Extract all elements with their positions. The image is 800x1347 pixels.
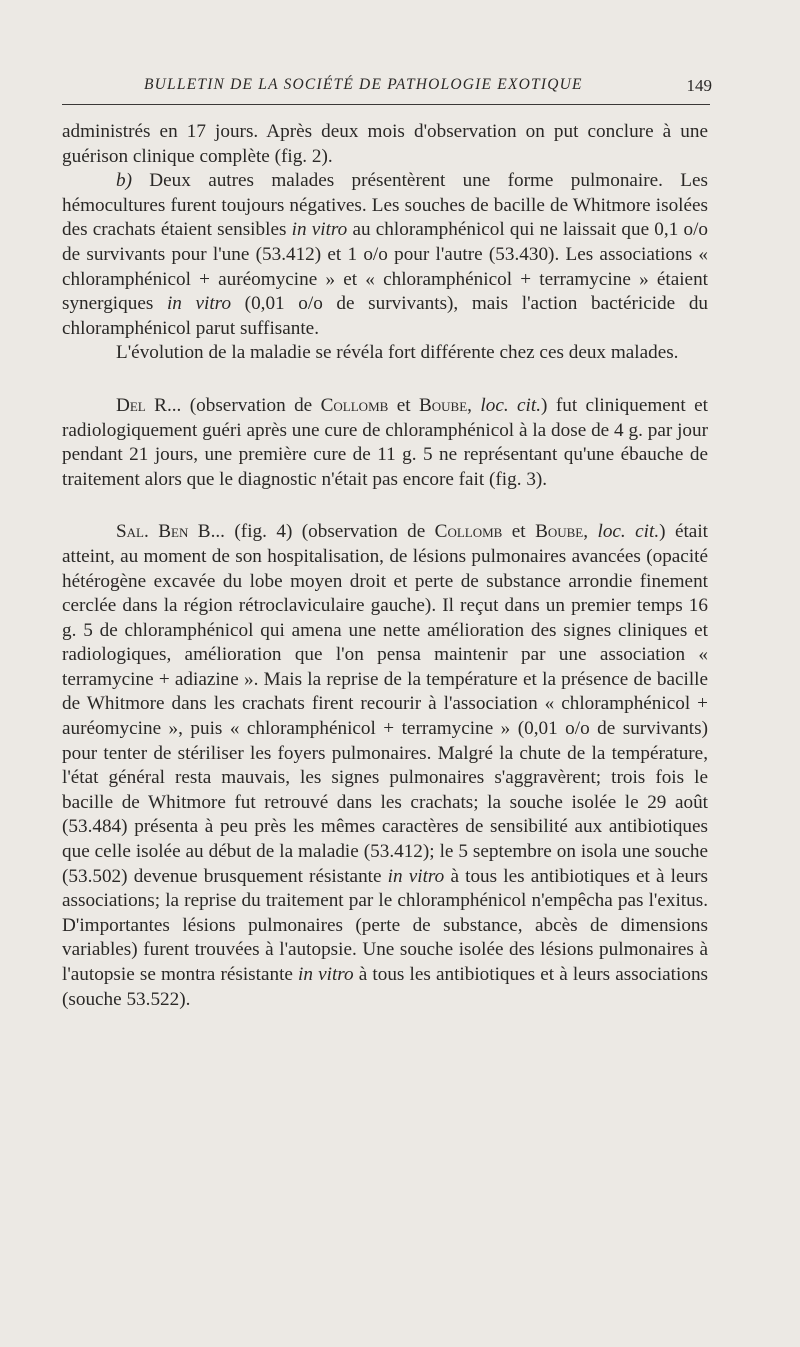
author-name: Collomb [434, 521, 503, 543]
paragraph-evolution [62, 341, 708, 366]
paragraph-continuation: administrés en 17 jours. Après deux mois d'observation on put conclure à une guérison clinique complète (fig. 2). [62, 121, 708, 167]
emphasis-in-vitro: in vitro [291, 219, 348, 241]
page-number: 149 [686, 76, 712, 95]
emphasis-in-vitro: in vitro [298, 964, 354, 985]
text-run: à tous les antibiotiques et à leurs associations (souche 53.522). [62, 964, 709, 1010]
patient-name: Sal. Ben B... [116, 521, 225, 543]
author-name: Boube [535, 521, 584, 543]
citation-loc-cit: loc. cit. [480, 394, 542, 416]
text-run: au chloramphénicol qui ne laissait que 0,1 o/o de survivants pour l'une (53.412) et 1 o/o pour l'autre (53.430). Les associations « chloramphénicol + auréomycine » et « chloramphénicol + terramycine » étaient synergiques [62, 219, 709, 315]
paragraph-pulmonary-form [62, 169, 708, 341]
emphasis-in-vitro: in vitro [387, 865, 445, 887]
running-header [62, 76, 712, 102]
text-run: à tous les antibiotiques et à leurs associations; la reprise du traitement par le chloramphénicol n'empêcha pas l'exitus. D'importantes lésions pulmonaires (perte de substance, abcès de dimensions variables) furent trouvées à l'autopsie. Une souche isolée des lésions pulmonaires à l'autopsie se montra résistante [62, 865, 708, 985]
journal-title: BULLETIN DE LA SOCIÉTÉ DE PATHOLOGIE EXOTIQUE [144, 76, 583, 93]
text-run: (observation de [181, 394, 321, 416]
citation-loc-cit: loc. cit. [597, 521, 660, 543]
text-run: (fig. 4) (observation de [224, 521, 435, 543]
list-marker: b) [116, 170, 132, 192]
text-run: (0,01 o/o de survivants), mais l'action bactéricide du chloramphénicol parut suffisante. [62, 293, 709, 339]
text-run: ) était atteint, au moment de son hospitalisation, de lésions pulmonaires avancées (opacité hétérogène excavée du lobe moyen droit et perte de substance arrondie finement cerclée dans la région rétroclaviculaire gauche). Il reçut dans un premier temps 16 g. 5 de chloramphénicol qui amena une nette amélioration des signes cliniques et radiologiques, amélioration que l'on pensa maintenir par une association « terramycine + adiazine ». Mais la reprise de la température et la présence de bacille de Whitmore dans les crachats firent recourir à l'association « chloramphénicol + auréomycine », puis « chloramphénicol + terramycine » (0,01 o/o de survivants) pour tenter de stériliser les foyers pulmonaires. Malgré la chute de la température, l'état général resta mauvais, les signes pulmonaires s'aggravèrent; trois fois le bacille de Whitmore fut retrouvé dans les crachats; la souche isolée le 29 août (53.484) présenta à peu près les mêmes caractères de sensibilité aux antibiotiques que celle isolée au début de la maladie (53.412); le 5 septembre on isola une souche (53.502) devenue brusquement résistante [62, 521, 708, 887]
text-run: et [388, 394, 419, 416]
author-name: Collomb [320, 394, 389, 416]
text-run: et [502, 521, 536, 543]
text-run: Deux autres malades présentèrent une forme pulmonaire. Les hémocultures furent toujours négatives. Les souches de bacille de Whitmore isolées des crachats étaient sensibles [62, 170, 708, 241]
text-run: , [467, 394, 481, 416]
emphasis-in-vitro: in vitro [166, 293, 232, 315]
body-text [62, 120, 708, 1012]
text-run: L'évolution de la maladie se révéla fort différente chez ces deux malades. [116, 342, 679, 364]
header-rule [62, 104, 710, 105]
paragraph-case-del-r [62, 394, 708, 492]
author-name: Boube [418, 394, 468, 416]
patient-name: Del R... [116, 394, 182, 416]
paragraph-case-sal-ben-b [62, 520, 708, 1012]
text-run: , [583, 521, 598, 543]
text-run: ) fut cliniquement et radiologiquement guéri après une cure de chloramphénicol à la dose de 4 g. par jour pendant 21 jours, une première cure de 11 g. 5 ne représentant qu'une ébauche de traitement alors que le diagnostic n'était pas encore fait (fig. 3). [62, 394, 708, 490]
